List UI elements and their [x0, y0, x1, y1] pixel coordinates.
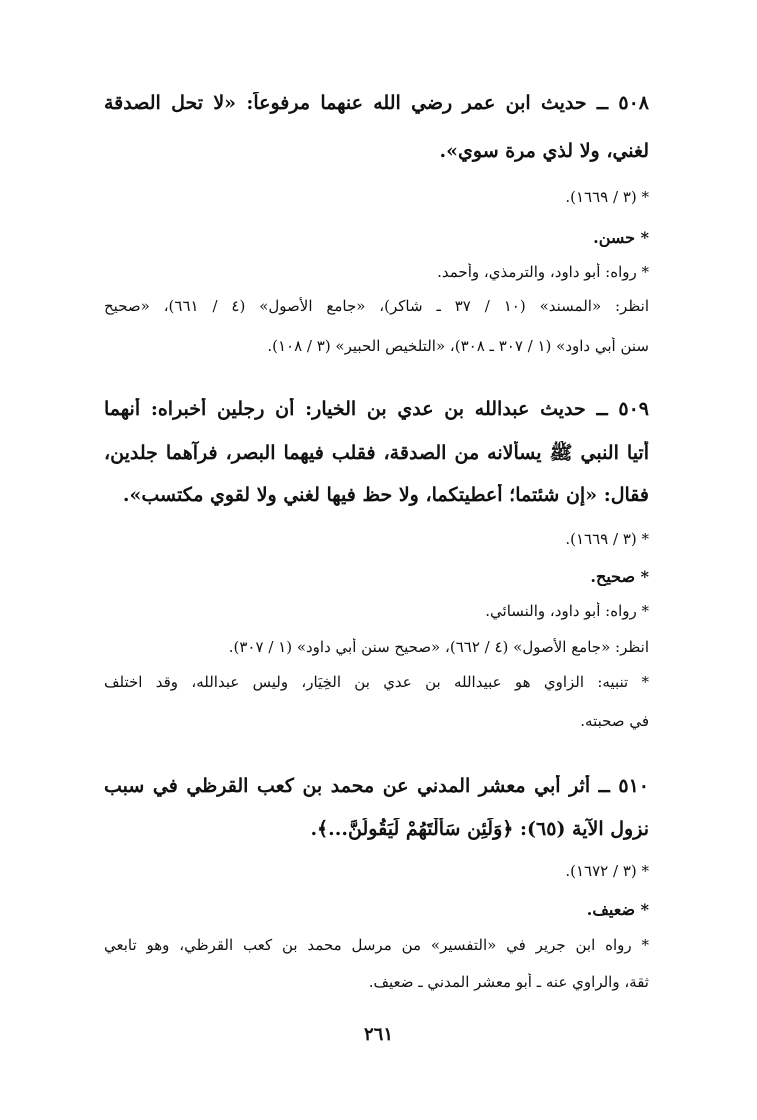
grading: * حسن. — [593, 228, 649, 247]
entry-heading-line: ٥٠٩ ــ حديث عبدالله بن عدي بن الخيار: أن رجلين أخبراه: أنهما — [104, 398, 649, 420]
caution-note: * تنبيه: الزاوي هو عبيدالله بن عدي بن الخِيَار، وليس عبدالله، وقد اختلف — [104, 673, 649, 691]
see-references: انظر: «المسند» (١٠ / ٣٧ ـ شاكر)، «جامع الأصول» (٤ / ٦٦١)، «صحيح — [104, 297, 649, 315]
volume-reference: * (٣ / ١٦٦٩). — [565, 530, 649, 548]
narrators: * رواه ابن جرير في «التفسير» من مرسل محمد بن كعب القرظي، وهو تابعي — [104, 936, 649, 954]
see-references: انظر: «جامع الأصول» (٤ / ٦٦٢)، «صحيح سنن أبي داود» (١ / ٣٠٧). — [228, 638, 649, 656]
entry-heading-line: لغني، ولا لذي مرة سوي». — [439, 140, 649, 162]
volume-reference: * (٣ / ١٦٦٩). — [565, 188, 649, 206]
entry-heading-line: أتيا النبي ﷺ يسألانه من الصدقة، فقلب فيهما البصر، فرآهما جلدين، — [104, 442, 649, 464]
entry-heading-line: نزول الآية (٦٥): ﴿وَلَئِن سَأَلْتَهُمْ لَيَقُولُنَّ...﴾. — [310, 818, 649, 840]
entry-heading-line: فقال: «إن شئتما؛ أعطيتكما، ولا حظ فيها لغني ولا لقوي مكتسب». — [122, 484, 649, 506]
grading: * ضعيف. — [586, 900, 649, 919]
entry-heading-line: ٥١٠ ــ أثر أبي معشر المدني عن محمد بن كعب القرظي في سبب — [104, 775, 649, 797]
entry-heading-line: ٥٠٨ ــ حديث ابن عمر رضي الله عنهما مرفوعاً: «لا تحل الصدقة — [104, 92, 649, 114]
narrators: * رواه: أبو داود، والنسائي. — [485, 602, 649, 620]
caution-note: في صحبته. — [580, 712, 649, 730]
narrators: * رواه: أبو داود، والترمذي، وأحمد. — [437, 263, 649, 281]
see-references: سنن أبي داود» (١ / ٣٠٧ ـ ٣٠٨)، «التلخيص الحبير» (٣ / ١٠٨). — [267, 337, 649, 355]
grading: * صحيح. — [590, 567, 649, 586]
page-number: ٢٦١ — [363, 1024, 393, 1045]
volume-reference: * (٣ / ١٦٧٢). — [565, 862, 649, 880]
narrators: ثقة، والراوي عنه ـ أبو معشر المدني ـ ضعيف. — [368, 973, 649, 991]
